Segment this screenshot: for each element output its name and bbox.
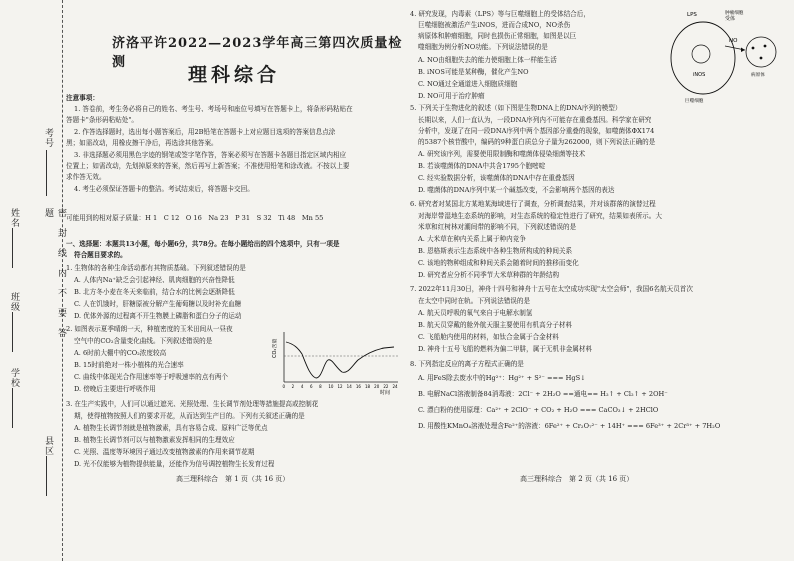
svg-text:LPS: LPS xyxy=(687,12,697,18)
text-line: 分析中，发现了在同一段DNA序列中两个基因部分重叠的现象，如噬菌体ΦX174 xyxy=(418,127,655,135)
page-footer-right: 高三理科综合 第 2 页（共 16 页） xyxy=(520,475,634,483)
option: B. 植物生长调节剂可以与植物激素发挥相同的生理效应 xyxy=(74,436,235,444)
option: A. 大米草在种内关系上属于种内竞争 xyxy=(418,235,526,243)
x-tick-label: 20 xyxy=(374,384,380,389)
option: B. 航天员穿戴的舱外航天服主要使用有机高分子材料 xyxy=(418,321,573,329)
svg-text:巨噬细胞: 巨噬细胞 xyxy=(685,99,704,104)
svg-text:NO: NO xyxy=(729,38,738,44)
option: B. 北方冬小麦在冬天来临前，结合水的比例会逐渐降低 xyxy=(74,288,235,296)
option: C. 漂白粉的使用原理：Ca²⁺ + 2ClO⁻ + CO₂ + H₂O === CaCO₃↓ + 2HClO xyxy=(418,406,659,414)
text-line: 1. 答卷前，考生务必将自己的姓名、考生号、考场号和座位号填写在答题卡上，将条形码粘贴在 xyxy=(74,105,353,113)
co2-curve xyxy=(286,342,394,378)
text-line: 2. 作答选择题时，选出每小题答案后，用2B铅笔在答题卡上对应题目选项的答案信息点涂 xyxy=(74,128,336,136)
x-tick-label: 2 xyxy=(291,384,295,389)
binding-margin xyxy=(0,0,66,561)
x-tick-label: 16 xyxy=(355,384,361,389)
question-6: 6. 研究者对某国北方某地某海域进行了调查，分析调查结果，并对该群落的演替过程 xyxy=(410,200,656,208)
question-1: 1. 生物体的各种生命活动都有其物质基础。下列叙述错误的是 xyxy=(66,264,246,272)
x-tick-label: 24 xyxy=(392,384,398,389)
x-tick-label: 4 xyxy=(300,384,304,389)
text-line: 期，使得植物按照人们的要求开花，从而达到生产目的。下列有关叙述正确的是 xyxy=(74,412,305,420)
figure-y-label: CO₂含量 xyxy=(272,338,278,358)
exam-title: 济洛平许2022—2023学年高三第四次质量检测 xyxy=(112,36,403,70)
x-tick-label: 0 xyxy=(282,384,286,389)
text-line: 4. 考生必须保证答题卡的整洁。考试结束后，将答题卡交回。 xyxy=(74,185,254,193)
option: A. 研究该序列，需要使用限制酶和噬菌体侵染细菌等技术 xyxy=(418,150,586,158)
question-7: 7. 2022年11月30日，神舟十四号和神舟十五号在太空成功实现"太空会师"，我国6名航天员首次 xyxy=(410,285,693,293)
option: D. NO可用于治疗肿瘤 xyxy=(418,92,485,100)
option: C. 飞船舱内使用的材料，如钛合金属于合金材料 xyxy=(418,333,559,341)
binding-label-kaohao: 考号 xyxy=(43,128,53,148)
text-line: 在太空中同时在轨。下列说法错误的是 xyxy=(418,297,531,305)
text-line: 3. 非选择题必须用黑色字迹的钢笔或签字笔作答，答案必须写在答题卡各题目指定区域内相应 xyxy=(74,151,347,159)
exam-subject: 理科综合 xyxy=(188,64,281,86)
svg-text:病原体: 病原体 xyxy=(751,73,765,78)
question-4: 4. 研究发现，内毒素（LPS）等与巨噬细胞上的受体结合后， xyxy=(410,10,590,18)
option: B. 电解NaCl溶液制备84消毒液：2Cl⁻ + 2H₂O ==通电== H₂↑ + Cl₂↑ + 2OH⁻ xyxy=(418,390,668,398)
svg-text:受体: 受体 xyxy=(725,16,736,22)
co2-curve-figure xyxy=(272,328,402,396)
x-tick-label: 10 xyxy=(328,384,334,389)
x-tick-label: 8 xyxy=(319,384,322,389)
macrophage-no-figure xyxy=(665,6,780,104)
option: A. 人体内Na⁺缺乏会引起神经、肌肉细胞的兴奋性降低 xyxy=(74,276,235,284)
option: C. NO通过全通道进入细胞质细胞 xyxy=(418,80,518,88)
question-3: 3. 在生产实践中，人们可以通过遮光、光照处理、生长调节剂处理等措施提高或控制花 xyxy=(66,400,319,408)
question-8: 8. 下列指定反应的离子方程式正确的是 xyxy=(410,360,524,368)
option: B. 恩格斯表示生态系统中各种生物所构成的种间关系 xyxy=(418,247,573,255)
seal-line-text: 密 封 线 内 不 要 答 题 xyxy=(43,208,66,348)
option: D. 研究者应分析不同季节大米草种群的年龄结构 xyxy=(418,271,560,279)
notice-heading: 注意事项： xyxy=(66,94,99,102)
section-heading: 一、选择题：本题共13小题，每小题6分，共78分。在每小题给出的四个选项中，只有一项是 xyxy=(66,240,340,248)
svg-text:iNOS: iNOS xyxy=(693,72,706,78)
option: C. 曲线中体现光合作用速率等于呼吸速率的点有两个 xyxy=(74,373,229,381)
text-line: 对海岸带湿地生态系统的影响，对生态系统的稳定性进行了研究，结果如表所示。大 xyxy=(418,212,662,220)
text-line: 答题卡"条形码粘贴处"。 xyxy=(66,116,139,124)
option: C. 经实验数据分析，该噬菌体的DNA中存在重叠基因 xyxy=(418,174,575,182)
option: C. 人在饥饿时，肝糖原被分解产生葡萄糖以及时补充血糖 xyxy=(74,300,242,308)
text-line: 空气中的CO₂含量变化曲线。下列叙述错误的是 xyxy=(74,337,213,345)
section-heading: 符合题目要求的。 xyxy=(74,251,127,259)
text-line: 病原体和肿瘤细胞，同时也损伤正常细胞，如图是以巨 xyxy=(418,32,577,40)
binding-label-school: 学校 xyxy=(9,368,19,388)
option: B. iNOS可能是某种酶，催化产生NO xyxy=(418,68,529,76)
option: A. 用FeS除去废水中的Hg²⁺：Hg²⁺ + S²⁻ === HgS↓ xyxy=(418,374,586,382)
x-tick-label: 14 xyxy=(346,384,352,389)
option: A. 植物生长调节剂就是植物激素，具有容易合成、原料广泛等优点 xyxy=(74,424,268,432)
option: A. 6时前大棚中的CO₂浓度较高 xyxy=(74,349,167,357)
text-line: 巨噬细胞被激活产生iNOS，进而合成NO，NO杀伤 xyxy=(418,21,571,29)
option: B. 15时前绝对一株小植株的光合速率 xyxy=(74,361,184,369)
option: A. NO由细胞失去的能力使细胞上体一样能生活 xyxy=(418,56,557,64)
binding-label-name: 姓名 xyxy=(9,208,19,228)
binding-label-class: 班级 xyxy=(9,292,19,312)
option: D. 噬菌体的DNA序列中某一个碱基改变，不会影响两个基因的表达 xyxy=(418,186,615,194)
option: D. 用酸性KMnO₄溶液处理含Fe²⁺的溶液：6Fe²⁺ + Cr₂O₇²⁻ + 14H⁺ === 6Fe³⁺ + 2Cr³⁺ + 7H₂O xyxy=(418,422,721,430)
option: A. 航天员呼吸的氧气来自于电解水制氢 xyxy=(418,309,533,317)
binding-label-district: 县区 xyxy=(43,436,53,456)
text-line: 噬细胞为例分析NO功能。下列说法错误的是 xyxy=(418,43,548,51)
text-line: 长期以来，人们一直认为，一段DNA序列内不可能存在重叠基因。科学家在研究 xyxy=(418,116,652,124)
text-line: 黑；如需改动，用橡皮擦干净后，再选涂其他答案。 xyxy=(66,139,218,147)
x-tick-label: 18 xyxy=(365,384,371,389)
option: D. 傍晚后主要进行呼吸作用 xyxy=(74,385,156,393)
option: C. 该地的物种组成和种间关系会随着时间的推移而变化 xyxy=(418,259,579,267)
option: C. 光照、温度等环境因子通过改变植物激素的作用来调节花期 xyxy=(74,448,255,456)
svg-text:肿瘤细胞: 肿瘤细胞 xyxy=(725,11,744,16)
text-line: 的5387个核苷酸中，编码的9种蛋白质总分子量为262000，则下列说法正确的是 xyxy=(418,138,656,146)
option: D. 神舟十五号飞船的燃料为偏二甲肼，属于无机非金属材料 xyxy=(418,345,593,353)
option: B. 若该噬菌体的DNA中共含1795个胞嘧啶 xyxy=(418,162,546,170)
x-tick-label: 22 xyxy=(383,384,389,389)
pathogen-cell xyxy=(746,37,776,67)
macrophage-cell xyxy=(671,22,735,94)
figure-x-label: 时间 xyxy=(380,390,391,396)
x-tick-label: 6 xyxy=(310,384,313,389)
text-line: 位置上；如需改动，先划掉原来的答案，然后再写上新答案；不准使用铅笔和涂改液。不按以上要 xyxy=(66,162,350,170)
option: D. 光不仅能够为植物提供能量，还能作为信号调控植物生长发育过程 xyxy=(74,460,275,468)
x-tick-label: 12 xyxy=(337,384,343,389)
question-5: 5. 下列关于生物进化的叙述（如下图是生物DNA上的DNA序列的模型） xyxy=(410,104,622,112)
text-line: 求作答无效。 xyxy=(66,173,106,181)
text-line: 米草和红树林对潮间带的影响不同，下列叙述错误的是 xyxy=(418,223,577,231)
option: D. 优体外源的过程离不开生物膜上磷脂和蛋白分子的运动 xyxy=(74,312,242,320)
page-footer-left: 高三理科综合 第 1 页（共 16 页） xyxy=(176,475,290,483)
atomic-mass-line: 可能用到的相对原子质量：H 1 C 12 O 16 Na 23 P 31 S 32 Ti 48 Mn 55 xyxy=(66,214,324,222)
question-2: 2. 如图表示夏季晴朗一天，种植密度的玉米田间从一昼夜 xyxy=(66,325,233,333)
